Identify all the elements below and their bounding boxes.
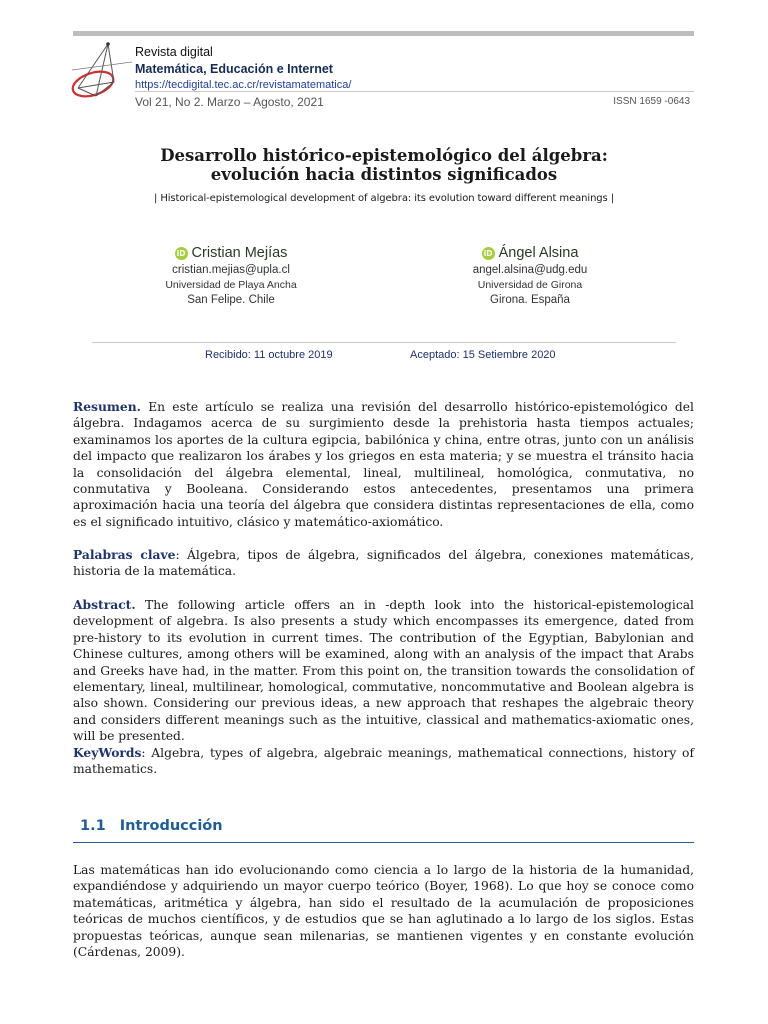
author-name-row[interactable] <box>400 243 660 263</box>
author-name-row[interactable] <box>101 243 361 263</box>
author-university: Universidad de Playa Ancha <box>165 279 297 291</box>
section-title: Introducción <box>119 818 223 834</box>
journal-url-link[interactable]: https://tecdigital.tec.ac.cr/revistamatematica/ <box>135 79 352 91</box>
author-email[interactable]: angel.alsina@udg.edu <box>472 264 588 276</box>
paper-title-english: | Historical-epistemological development of algebra: its evolution toward different meanings | <box>153 193 615 204</box>
author-name: Ángel Alsina <box>498 245 579 261</box>
header-divider <box>135 91 694 92</box>
abstract-text: The following article offers an in -depth look into the historical-epistemological development of algebra. Is also presents a study which encompasses its emergence, dated from pre-history to its evolution in current times. The contribution of the Egyptian, Babylonian and Chinese cultures, among others will be examined, along with an analysis of the impact that Arabs and Greeks have had, in the matter. From this point on, the transition towards the consolidation of elementary, lineal, multilinear, homological, commutative, noncommutative and Boolean algebra is also shown. Considering our previous ideas, a new approach that reshapes the algebraic theory and considers different meanings such as the intuitive, classical and mathematics-axiomatic ones, will be presented. <box>73 598 694 744</box>
received-date: Recibido: 11 octubre 2019 <box>205 349 333 361</box>
palabras-clave-label: Palabras clave <box>73 547 176 562</box>
author-name: Cristian Mejías <box>191 245 288 261</box>
volume-info: Vol 21, No 2. Marzo – Agosto, 2021 <box>135 95 324 109</box>
author-card-1 <box>101 243 361 306</box>
accepted-date: Aceptado: 15 Setiembre 2020 <box>410 349 556 361</box>
orcid-icon[interactable]: iD <box>175 247 188 260</box>
abstract-label: Abstract. <box>73 597 136 612</box>
resumen-paragraph <box>73 399 694 530</box>
section-number: 1.1 <box>80 818 106 834</box>
issn: ISSN 1659 -0643 <box>613 96 690 107</box>
palabras-clave-text: : Álgebra, tipos de álgebra, significados del álgebra, conexiones matemáticas, historia de la matemática. <box>73 548 694 579</box>
paper-title-line2: evolución hacia distintos significados <box>210 165 558 184</box>
author-university: Universidad de Girona <box>477 279 583 291</box>
resumen-text: En este artículo se realiza una revisión del desarrollo histórico-epistemológico del álgebra. Indagamos acerca de su surgimiento desde la prehistoria hasta tiempos actuales; examinamos los aportes de la cultura egipcia, babilónica y china, entre otras, junto con un análisis del impacto que realizaron los árabes y los griegos en esta materia; y se muestra el tránsito hacia la consolidación del álgebra elemental, lineal, multilineal, homológica, conmutativa, no conmutativa y Booleana. Considerando estos antecedentes, presentamos una primera aproximación hacia una teoría del álgebra que considera distintas representaciones de ella, como es el significado intuitivo, clásico y matemático-axiomático. <box>73 400 694 529</box>
section-heading <box>80 818 223 834</box>
resumen-label: Resumen. <box>73 399 141 414</box>
journal-name: Matemática, Educación e Internet <box>135 62 333 76</box>
header-top-bar <box>73 31 694 36</box>
author-city: San Felipe. Chile <box>187 294 275 306</box>
author-email[interactable]: cristian.mejias@upla.cl <box>172 264 290 276</box>
journal-logo-icon <box>68 40 134 102</box>
keywords-text: : Algebra, types of algebra, algebraic meanings, mathematical connections, history of mathematics. <box>73 746 694 777</box>
author-city: Girona. España <box>490 294 570 306</box>
palabras-clave-paragraph <box>73 547 694 580</box>
keywords-paragraph <box>73 745 694 778</box>
dates-divider <box>92 342 676 343</box>
intro-paragraph: Las matemáticas han ido evolucionando como ciencia a lo largo de la historia de la humanidad, expandiéndose y adquiriendo un mayor cuerpo teórico (Boyer, 1968). Lo que hoy se conoce como matemáticas, aritmética y álgebra, han sido el resultado de la acumulación de proposiciones teóricas de muchos científicos, y de estudios que se han aglutinado a lo largo de los siglos. Estas propuestas teóricas, aunque sean milenarias, se mantienen vigentes y en constante evolución (Cárdenas, 2009). <box>73 863 694 960</box>
section-divider <box>73 842 694 843</box>
paper-title-line1: Desarrollo histórico-epistemológico del álgebra: <box>160 146 608 165</box>
abstract-paragraph <box>73 597 694 745</box>
author-card-2 <box>400 243 660 306</box>
keywords-label: KeyWords <box>73 745 142 760</box>
journal-type: Revista digital <box>135 45 213 59</box>
orcid-icon[interactable]: iD <box>482 247 495 260</box>
